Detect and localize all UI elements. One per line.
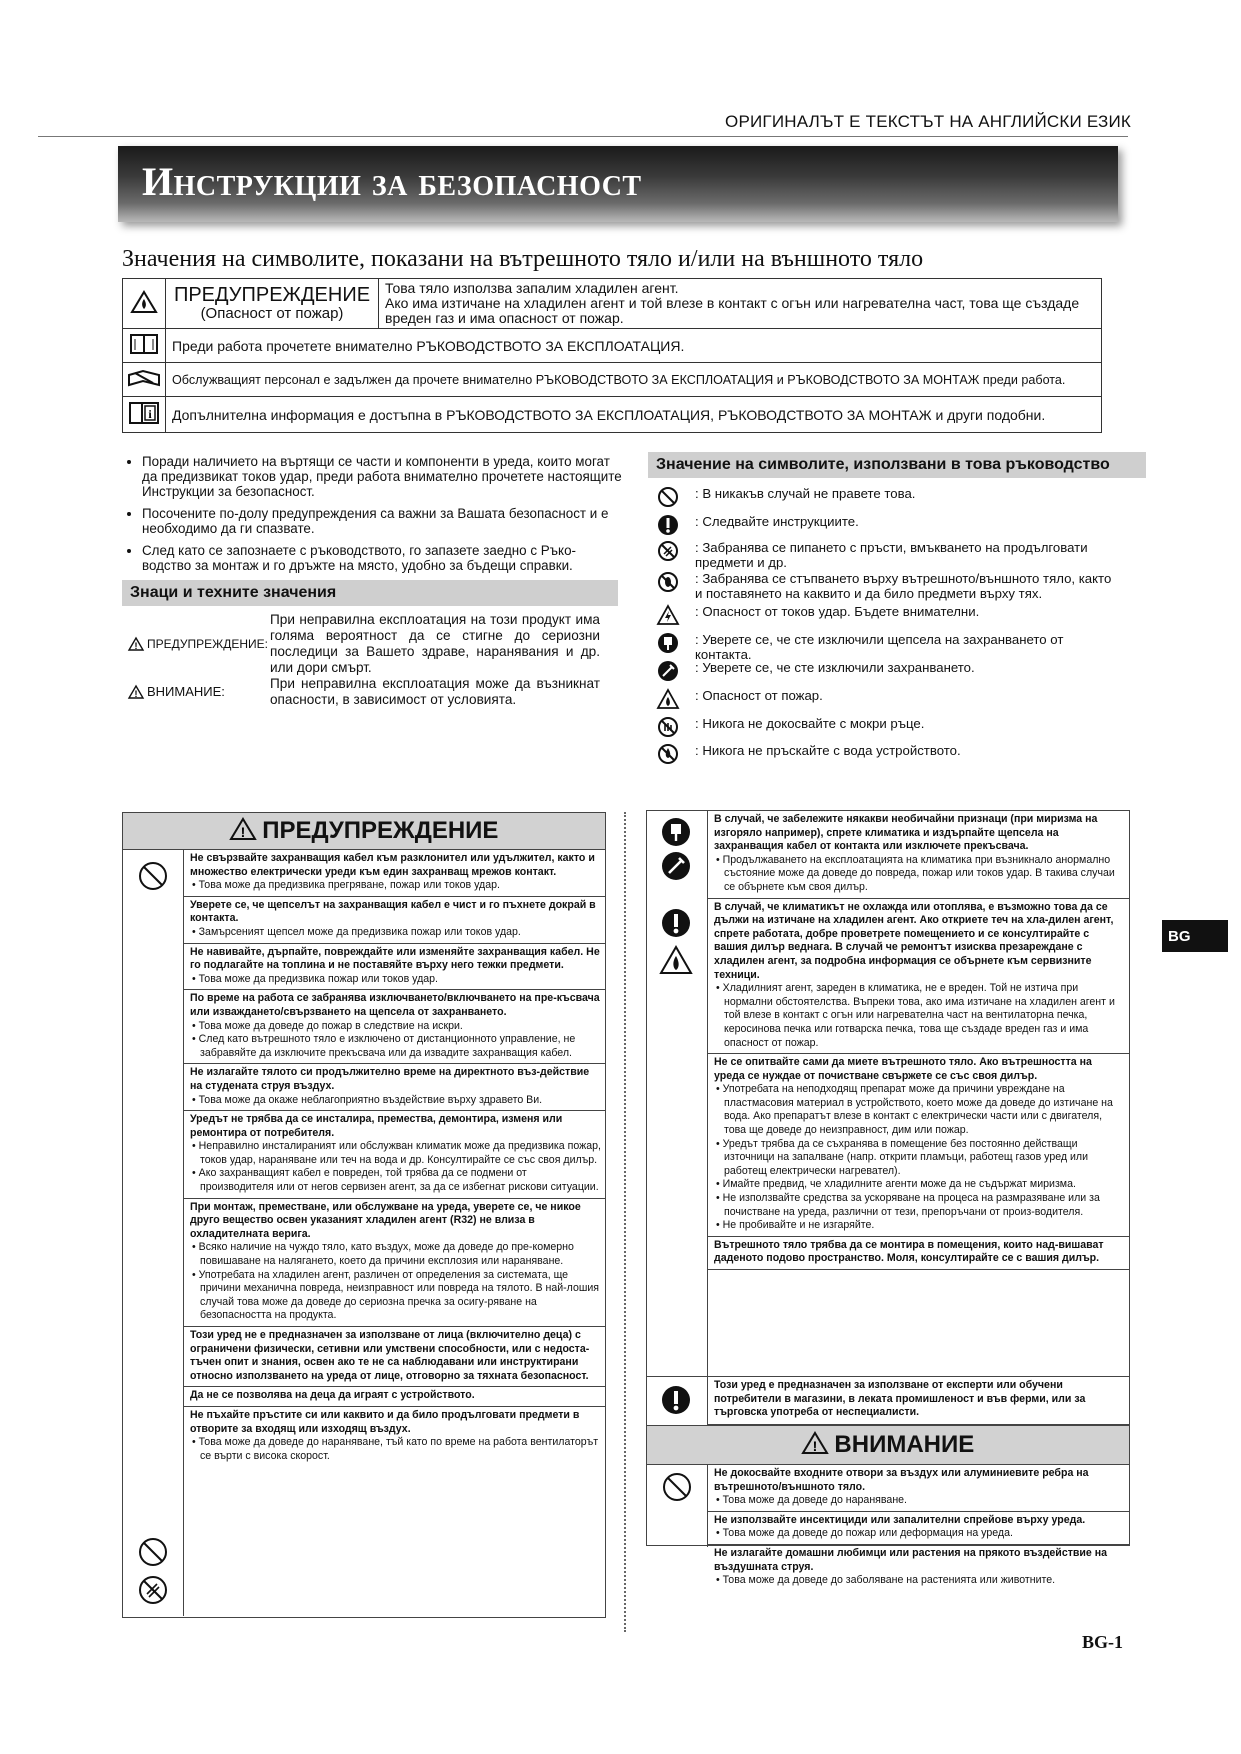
intro-list <box>128 454 622 580</box>
meaning-row: : Забранява се пипането с пръсти, вмъкването на продълговати предмети и др. <box>655 540 1115 570</box>
warning-text: Това тяло използва запалим хладилен агент. Ако има изтичане на хладилен агент и той влезе в контакт с огън или нагревателна част, това ще създаде вреден газ и има опасност от пожар. <box>379 279 1102 329</box>
svg-text:!: ! <box>134 689 138 699</box>
warning-item: Този уред не е предназначен за използване от лица (включително деца) с ограничени физически, сетивни или умствени способности, или с недоста-тъчен опит и знания, освен ако те не са наблюдавани или инструктирани относно използването на уреда от лице, отговорно за тяхната безопасност. <box>184 1327 605 1387</box>
intro-bullet: • Посочените по-долу предупреждения са важни за Вашата безопасност и е необходимо да ги спазвате. <box>142 506 622 536</box>
page-number: BG-1 <box>1082 1632 1124 1652</box>
caution-triangle-icon <box>802 1432 828 1454</box>
warning-item: Не свързвайте захранващия кабел към разклонител или удължител, както и множество електрически уреди към един захранващ мрежов контакт. • Това може да предизвика прегряване, пожар или токов удар. <box>184 850 605 897</box>
warning-sign-label: ! ПРЕДУПРЕЖДЕНИЕ: <box>128 612 270 676</box>
right-item: Този уред е предназначен за използване от експерти или обучени потребители в магазини, в леката промишленост и във ферми, или за търговска употреба от неспециалисти. <box>708 1377 1129 1425</box>
right-items-area <box>647 811 1129 1376</box>
meanings-heading: Значение на символите, използвани в това ръководство <box>648 452 1146 478</box>
warning-item: При монтаж, преместване, или обслужване на уреда, уверете се, че никое друго вещество освен указаният хладилен агент (R32) не влиза в охладителната верига. • Всяко наличие на чуждо тяло, като въздух, може да доведе до пре-комерно повишаване на налягането, което да причини експлозия или нараняване. • Употребата на хладилен агент, различен от определения за системата, ще причини механична повреда, неизправност или повреда на тялото. В най-лошия случай това може да доведе до сериозна пречка за осигу-ряване на безопасността на продукта. <box>184 1199 605 1327</box>
meaning-row: : Никога не докосвайте с мокри ръце. <box>655 716 1115 738</box>
meaning-row: : Опасност от токов удар. Бъдете внимателни. <box>655 604 1115 626</box>
warning-items <box>184 850 605 1616</box>
unplug-icon <box>661 817 691 847</box>
svg-text:!: ! <box>240 824 245 840</box>
signs-heading: Знаци и техните значения <box>122 580 618 606</box>
shock-icon <box>655 604 681 626</box>
manual-text: Преди работа прочетете внимателно РЪКОВОДСТВОТО ЗА ЕКСПЛОАТАЦИЯ. <box>166 329 1102 363</box>
fire-warning-icon <box>123 279 166 329</box>
expert-use-row <box>647 1376 1129 1425</box>
warning-box-title: ПРЕДУПРЕЖДЕНИЕ <box>262 817 499 844</box>
warning-item: Не излагайте тялото си продължително време на директното въз-действие на студената струя въздух. • Това може да окаже неблагоприятно въздействие върху здравето Ви. <box>184 1064 605 1111</box>
original-language-note: ОРИГИНАЛЪТ Е ТЕКСТЪТ НА АНГЛИЙСКИ ЕЗИК <box>725 112 1131 131</box>
service-manual-icon <box>123 363 166 397</box>
power-off-icon <box>655 660 681 682</box>
caution-item: Не докосвайте входните отвори за въздух или алуминиевите ребра на вътрешното/външното тяло. • Това може да доведе до нараняване. <box>708 1465 1129 1512</box>
meaning-row: : Следвайте инструкциите. <box>655 514 1115 536</box>
right-items <box>708 811 1129 1376</box>
svg-text:!: ! <box>812 1438 818 1454</box>
meaning-row: : Уверете се, че сте изключили захранването. <box>655 660 1115 682</box>
mandatory-icon <box>661 1384 691 1416</box>
right-item: В случай, че климатикът не охлажда или отоплява, е възможно това да се дължи на изтичане на хладилен агент. Ако откриете теч на хла-дилен агент, спрете работата, добре проветрете помещението и се консултирайте с вашия дилър веднага. В случай че ремонтът изисква презареждане с хладилен агент, за подробна информация се обърнете към сервизните техници. • Хладилният агент, зареден в климатика, не е вреден. Той не изтича при нормални обстоятелства. Въпреки това, ако има изтичане на хладилен агент и той влезе в контакт с огън или нагревателна част на вентилаторна печка, керосинова печка или готварска печка, това ще създаде вреден газ и има опасност от пожар. <box>708 899 1129 1055</box>
manual-book-icon <box>123 329 166 363</box>
warning-box <box>122 812 606 1618</box>
warning-box-body <box>123 850 605 1616</box>
no-wet-hands-icon <box>655 716 681 738</box>
no-fingers-icon <box>137 1574 169 1606</box>
info-text: Допълнителна информация е достъпна в РЪКОВОДСТВОТО ЗА ЕКСПЛОАТАЦИЯ, РЪКОВОДСТВОТО ЗА МОНТАЖ и други подобни. <box>166 397 1102 433</box>
service-text: Обслужващият персонал е задължен да прочете внимателно РЪКОВОДСТВОТО ЗА ЕКСПЛОАТАЦИЯ и РЪКОВОДСТВОТО ЗА МОНТАЖ преди работа. <box>166 363 1102 397</box>
caution-triangle-icon <box>128 685 144 699</box>
warning-item: Уверете се, че щепселът на захранващия кабел е чист и го пъхнете докрай в контакта. • Замърсеният щепсел може да предизвика пожар или токов удар. <box>184 897 605 944</box>
warning-box-header <box>123 813 605 850</box>
caution-box-body <box>647 1465 1129 1587</box>
symbols-heading: Значения на символите, показани на вътрешното тяло и/или на външното тяло <box>122 246 924 272</box>
prohibited-icon <box>655 486 681 508</box>
language-tab: BG <box>1162 920 1228 952</box>
mandatory-icon <box>661 907 691 939</box>
svg-text:!: ! <box>134 641 138 651</box>
warning-icon-column <box>123 850 184 1616</box>
warning-item: Не навивайте, дърпайте, повреждайте или изменяйте захранващия кабел. Не го подлагайте на топлина и не поставяйте върху него тежки предмети. • Това може да предизвика пожар или токов удар. <box>184 944 605 991</box>
fire-icon <box>655 688 681 710</box>
caution-sign-text: При неправилна експлоатация може да възникнат опасности, в зависимост от условията. <box>270 676 600 707</box>
warning-sign-row <box>128 612 600 676</box>
warning-item: Уредът не трябва да се инсталира, премества, демонтира, изменя или ремонтира от потребителя. • Неправилно инсталираният или обслужван климатик може да предизвика пожар, токов удар, нараняване или теч на вода и др. Консултирайте се със своя дилър. • Ако захранващият кабел е повреден, той трябва да се подмени от производителя или от негов сервизен агент, за да се избегнат рискови ситуации. <box>184 1111 605 1199</box>
header-divider <box>38 136 1128 137</box>
column-divider <box>624 812 626 1632</box>
intro-bullet: • Поради наличието на въртящи се части и компоненти в уреда, които могат да предизвикат токов удар, преди работа внимателно прочетете настоящите Инструкции за безопасност. <box>142 454 622 499</box>
right-item: Вътрешното тяло трябва да се монтира в помещения, които над-вишават даденото подово пространство. Моля, консултирайте се с вашия дилър. <box>708 1237 1129 1270</box>
info-book-icon <box>123 397 166 433</box>
caution-item: Не излагайте домашни любимци или растения на прякото въздействие на въздушната струя. • Това може да доведе до заболяване на растенията или животните. <box>714 1546 1108 1587</box>
meaning-row: : Опасност от пожар. <box>655 688 1115 710</box>
no-water-icon <box>655 743 681 765</box>
right-warning-box <box>646 810 1130 1587</box>
warning-item: Не пъхайте пръстите си или каквито и да било продълговати предмети в отворите за входящ или изходящ въздух. • Това може да доведе до нараняване, тъй като по време на работа вентилаторът се върти с висока скорост. <box>190 1408 599 1462</box>
warning-triangle-icon <box>230 818 256 840</box>
symbols-table <box>122 278 1102 433</box>
caution-sign-label: ! ВНИМАНИЕ: <box>128 676 270 708</box>
caution-box-title: ВНИМАНИЕ <box>834 1431 975 1458</box>
warning-triangle-icon <box>128 637 144 651</box>
fire-icon <box>659 945 693 975</box>
right-icon-column <box>647 811 708 1376</box>
right-item: В случай, че забележите някакви необичайни признаци (при миризма на изгоряло например), спрете климатика и издърпайте щепсела на захранващия кабел от контакта или изключете прекъсвача. • Продължаването на експлоатацията на климатика при възникнало анормално състояние може да доведе до повреда, пожар или токов удар. В такива случаи се обърнете към своя дилър. <box>708 811 1129 899</box>
caution-sign-row <box>128 676 600 708</box>
meaning-row: : Никога не пръскайте с вода устройството. <box>655 743 1115 765</box>
caution-item: Не използвайте инсектициди или запалителни спрейове върху уреда. • Това може да доведе до пожар или деформация на уреда. <box>708 1512 1129 1545</box>
mandatory-icon <box>655 514 681 536</box>
intro-bullet: • След като се запознаете с ръководството, го запазете заедно с Ръко-водство за монтаж и го дръжте на място, удобно за бъдещи справки. <box>142 543 622 573</box>
meaning-row: : Забранява се стъпването върху вътрешното/външното тяло, както и поставянето на каквито и да било предмети върху тях. <box>655 571 1115 601</box>
warning-label: ПРЕДУПРЕЖДЕНИЕ <box>173 284 371 306</box>
caution-box-header <box>647 1425 1129 1465</box>
page-title: Инструкции за безопасност <box>142 159 642 204</box>
warning-label-cell <box>166 279 379 329</box>
right-item: Не се опитвайте сами да миете вътрешното тяло. Ако вътрешността на уреда се нуждае от почистване свържете се със своя дилър. • Употребата на неподходящ препарат може да причини увреждане на пластмасовия материал в устройството, което може да доведе до изтичане на вода. Ако препаратът влезе в контакт с електрически части или с двигателя, това ще доведе до неизправност, дим или пожар. • Уредът трябва да се съхранява в помещение без постоянно действащи източници на запалване (напр. открити пламъци, работещ газов уред или работещ електрически нагревател). • Имайте предвид, че хладилните агенти може да не съдържат миризма. • Не използвайте средства за ускоряване на процеса на размразяване или за почистване на уреда, различни от тези, препоръчани от произ-водителя. • Не пробивайте и не изгаряйте. <box>708 1054 1129 1237</box>
prohibited-icon <box>137 860 169 892</box>
prohibited-icon <box>137 1536 169 1568</box>
meaning-row: : Уверете се, че сте изключили щепсела на захранването от контакта. <box>655 632 1115 662</box>
svg-text:i: i <box>148 407 152 421</box>
warning-sublabel: (Опасност от пожар) <box>200 305 344 322</box>
unplug-icon <box>655 632 681 654</box>
power-off-icon <box>661 851 691 881</box>
caution-items <box>708 1465 1129 1587</box>
no-step-icon <box>655 571 681 593</box>
warning-item: По време на работа се забранява изключването/включването на пре-късвача или изваждането/свързването на щепсела от захранването. • Това може да доведе до пожар в следствие на искри. • След като вътрешното тяло е изключено от дистанционното управление, не забравяйте да изключите прекъсвача или да извадите захранващия кабел. <box>184 990 605 1064</box>
warning-sign-text: При неправилна експлоатация на този продукт има голяма вероятност да се стигне до сериозни последици за Вашето здраве, наранявания и др. или дори смърт. <box>270 612 600 675</box>
no-fingers-icon <box>655 540 681 562</box>
prohibited-icon <box>661 1471 693 1503</box>
warning-item: Да не се позволява на деца да играят с устройството. <box>184 1387 605 1407</box>
meaning-row: : В никакъв случай не правете това. <box>655 486 1115 508</box>
